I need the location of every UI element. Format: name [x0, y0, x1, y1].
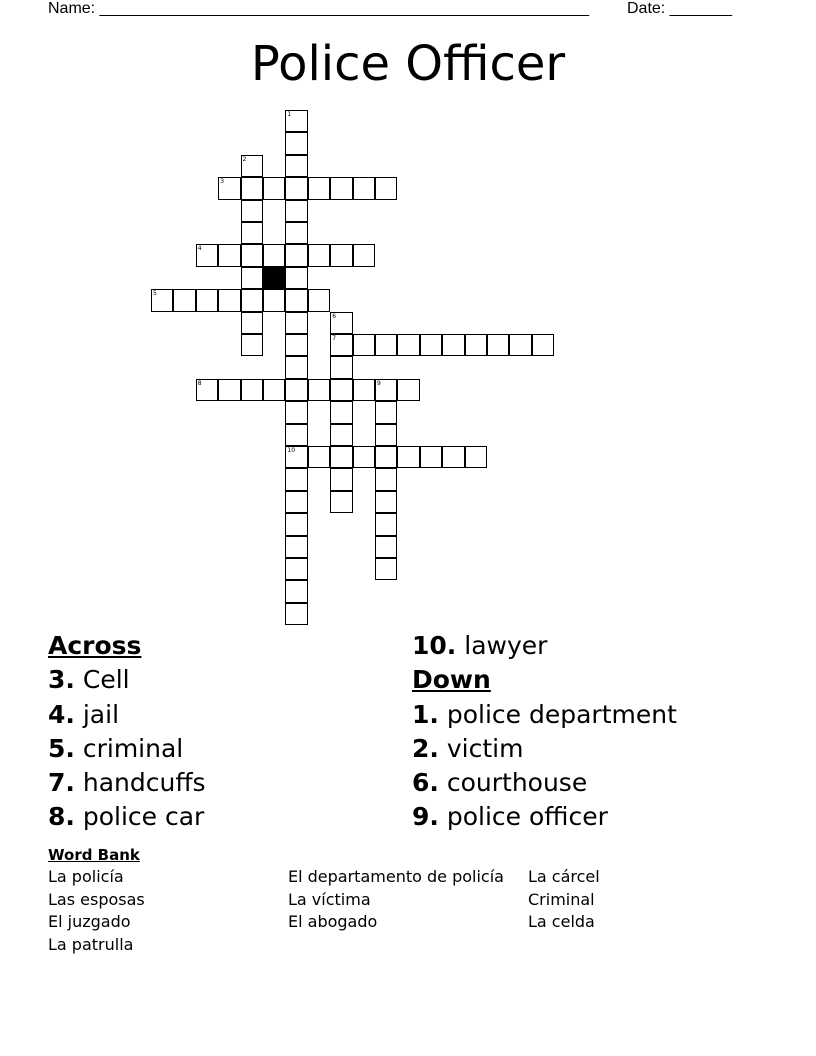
cell-number: 9: [377, 379, 381, 387]
clue-text: jail: [82, 699, 120, 729]
word-bank-column: [528, 866, 600, 934]
grid-cell[interactable]: [241, 200, 263, 222]
word-bank-item: El juzgado: [48, 912, 131, 932]
grid-cell[interactable]: [420, 446, 442, 468]
grid-cell[interactable]: [218, 177, 240, 199]
down-heading: Down: [412, 665, 491, 695]
word-bank-item: El abogado: [288, 912, 378, 932]
clue-number: 8.: [48, 802, 75, 832]
clue-text: police officer: [446, 802, 608, 832]
clue-number: 7.: [48, 768, 75, 798]
grid-cell[interactable]: [285, 513, 307, 535]
date-field[interactable]: Date: _______: [627, 0, 732, 17]
grid-cell[interactable]: [353, 334, 375, 356]
grid-cell[interactable]: [263, 379, 285, 401]
word-bank-item: La patrulla: [48, 934, 134, 954]
grid-cell[interactable]: [196, 289, 218, 311]
grid-cell[interactable]: [285, 177, 307, 199]
clue-down-9: [412, 800, 677, 834]
grid-cell[interactable]: [375, 558, 397, 580]
grid-cell[interactable]: [397, 334, 419, 356]
word-bank-item: El departamento de policía: [288, 867, 504, 886]
clue-text: criminal: [82, 733, 184, 763]
grid-cell[interactable]: [353, 244, 375, 266]
word-bank-column: [288, 866, 504, 934]
grid-cell[interactable]: [397, 379, 419, 401]
grid-cell[interactable]: [375, 379, 397, 401]
grid-cell[interactable]: [397, 446, 419, 468]
clue-text: police department: [446, 699, 677, 729]
grid-cell[interactable]: [330, 446, 352, 468]
clue-text: Cell: [82, 665, 130, 695]
grid-cell[interactable]: [285, 267, 307, 289]
word-bank-title: Word Bank: [48, 846, 140, 864]
grid-cell[interactable]: [196, 244, 218, 266]
grid-cell[interactable]: [218, 244, 240, 266]
grid-cell[interactable]: [285, 132, 307, 154]
grid-cell[interactable]: [285, 312, 307, 334]
clue-number: 1.: [412, 699, 439, 729]
cell-number: 5: [153, 290, 157, 298]
grid-cell[interactable]: [353, 446, 375, 468]
clue-across-8: [48, 800, 206, 834]
grid-cell[interactable]: [241, 334, 263, 356]
grid-cell[interactable]: [308, 446, 330, 468]
clue-text: lawyer: [464, 631, 548, 660]
clue-number: 4.: [48, 699, 75, 729]
grid-cell[interactable]: [218, 289, 240, 311]
grid-cell[interactable]: [285, 536, 307, 558]
grid-cell[interactable]: [353, 177, 375, 199]
grid-cell[interactable]: [285, 155, 307, 177]
clue-down-1: [412, 698, 677, 732]
grid-cell[interactable]: [375, 424, 397, 446]
black-cell: [263, 267, 285, 289]
grid-cell[interactable]: [442, 446, 464, 468]
page-title: Police Officer: [250, 36, 566, 92]
grid-cell[interactable]: [285, 558, 307, 580]
word-bank-item: La cárcel: [528, 867, 600, 886]
grid-cell[interactable]: [263, 244, 285, 266]
clue-text: police car: [82, 802, 205, 832]
clue-down-2: [412, 732, 677, 766]
clue-number: 9.: [412, 802, 439, 832]
grid-cell[interactable]: [285, 580, 307, 602]
grid-cell[interactable]: [263, 177, 285, 199]
grid-cell[interactable]: [285, 468, 307, 490]
grid-cell[interactable]: [173, 289, 195, 311]
grid-cell[interactable]: [375, 536, 397, 558]
word-bank-item: Criminal: [528, 889, 595, 909]
clue-down-6: [412, 766, 677, 800]
clue-number: 2.: [412, 733, 439, 763]
grid-cell[interactable]: [532, 334, 554, 356]
grid-cell[interactable]: [285, 356, 307, 378]
grid-cell[interactable]: [285, 491, 307, 513]
grid-cell[interactable]: [285, 424, 307, 446]
grid-cell[interactable]: [465, 334, 487, 356]
grid-cell[interactable]: [285, 603, 307, 625]
clue-across-10: [412, 629, 677, 663]
grid-cell[interactable]: [241, 177, 263, 199]
grid-cell[interactable]: [487, 334, 509, 356]
clues-right-column: [412, 629, 677, 835]
grid-cell[interactable]: [285, 379, 307, 401]
across-heading: Across: [48, 631, 142, 660]
clue-number: 6.: [412, 768, 439, 798]
cell-number: 3: [220, 178, 225, 186]
grid-cell[interactable]: [509, 334, 531, 356]
grid-cell[interactable]: [241, 312, 263, 334]
grid-cell[interactable]: [330, 334, 352, 356]
cell-number: 2: [242, 155, 247, 163]
grid-cell[interactable]: [353, 379, 375, 401]
grid-cell[interactable]: [308, 177, 330, 199]
grid-cell[interactable]: [330, 424, 352, 446]
grid-cell[interactable]: [375, 401, 397, 423]
grid-cell[interactable]: [308, 289, 330, 311]
grid-cell[interactable]: [218, 379, 240, 401]
grid-cell[interactable]: [285, 110, 307, 132]
grid-cell[interactable]: [330, 379, 352, 401]
cell-number: 10: [287, 447, 296, 454]
grid-cell[interactable]: [285, 401, 307, 423]
clue-text: courthouse: [446, 768, 588, 798]
grid-cell[interactable]: [263, 289, 285, 311]
grid-cell[interactable]: [285, 289, 307, 311]
grid-cell[interactable]: [330, 491, 352, 513]
word-bank-item: La policía: [48, 867, 124, 886]
grid-cell[interactable]: [241, 379, 263, 401]
grid-cell[interactable]: [465, 446, 487, 468]
grid-cell[interactable]: [375, 468, 397, 490]
grid-cell[interactable]: [330, 468, 352, 490]
cell-number: 4: [197, 245, 202, 253]
grid-cell[interactable]: [241, 222, 263, 244]
word-bank-column: [48, 866, 145, 956]
grid-cell[interactable]: [375, 446, 397, 468]
clue-across-5: [48, 732, 206, 766]
grid-cell[interactable]: [285, 244, 307, 266]
clue-text: handcuffs: [82, 768, 206, 798]
clue-number: 3.: [48, 665, 75, 695]
grid-cell[interactable]: [308, 244, 330, 266]
cell-number: 7: [332, 335, 337, 342]
grid-cell[interactable]: [442, 334, 464, 356]
cell-number: 1: [287, 111, 292, 118]
grid-cell[interactable]: [196, 379, 218, 401]
word-bank-item: Las esposas: [48, 889, 145, 909]
grid-cell[interactable]: [285, 446, 307, 468]
clue-text: victim: [446, 733, 524, 763]
grid-cell[interactable]: [375, 513, 397, 535]
grid-cell[interactable]: [330, 244, 352, 266]
clues-left-column: [48, 629, 206, 835]
clue-across-4: [48, 698, 206, 732]
grid-cell[interactable]: [375, 334, 397, 356]
clue-number: 5.: [48, 733, 75, 763]
grid-cell[interactable]: [241, 244, 263, 266]
grid-cell[interactable]: [241, 155, 263, 177]
grid-cell[interactable]: [151, 289, 173, 311]
grid-cell[interactable]: [330, 356, 352, 378]
grid-cell[interactable]: [330, 312, 352, 334]
word-bank-item: La celda: [528, 912, 595, 932]
name-field[interactable]: Name: _______________________________________________________: [48, 0, 589, 17]
grid-cell[interactable]: [285, 200, 307, 222]
grid-cell[interactable]: [375, 177, 397, 199]
grid-cell[interactable]: [375, 491, 397, 513]
clue-number: 10.: [412, 631, 457, 660]
grid-cell[interactable]: [420, 334, 442, 356]
word-bank-item: La víctima: [288, 889, 371, 909]
grid-cell[interactable]: [308, 379, 330, 401]
grid-cell[interactable]: [285, 334, 307, 356]
grid-cell[interactable]: [241, 267, 263, 289]
grid-cell[interactable]: [330, 401, 352, 423]
grid-cell[interactable]: [285, 222, 307, 244]
clue-across-7: [48, 766, 206, 800]
grid-cell[interactable]: [241, 289, 263, 311]
cell-number: 6: [332, 312, 337, 320]
grid-cell[interactable]: [330, 177, 352, 199]
clue-across-3: [48, 663, 206, 697]
cell-number: 8: [197, 379, 202, 387]
